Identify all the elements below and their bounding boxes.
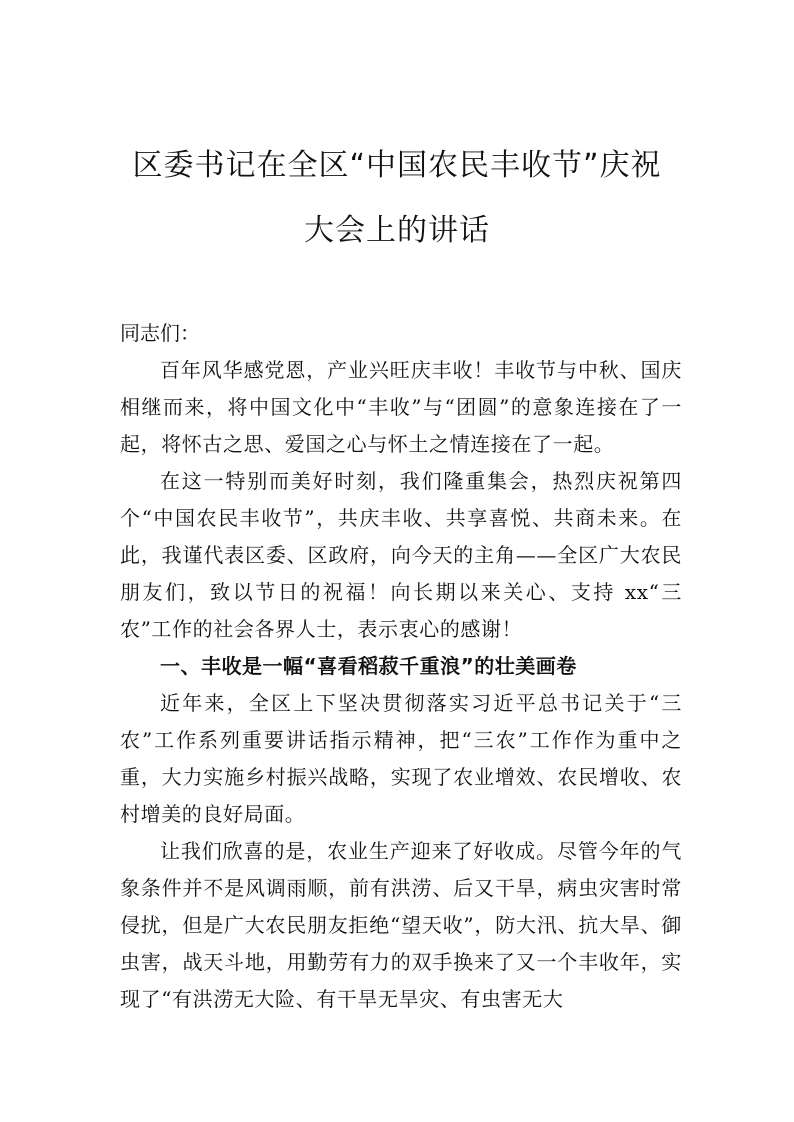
paragraph-2: 在这一特别而美好时刻，我们隆重集会，热烈庆祝第四 个“中国农民丰收节”，共庆丰收、共享喜悦、共商未来。在此，我谨代表区委、区政府，向今天的主角——全区广大农民朋友们，致以节日的祝福！向长期以来关心、支持 xx“三农”工作的社会各界人士，表示衷心的感谢！ — [120, 469, 682, 641]
paragraph-1: 百年风华感党恩，产业兴旺庆丰收！丰收节与中秋、国庆相继而来，将中国文化中“丰收”与“团圆”的意象连接在了一起，将怀古之思、爱国之心与怀土之情连接在了一起。 — [120, 358, 682, 456]
salutation: 同志们： — [120, 321, 200, 345]
document-title-line-2: 大会上的讲话 — [304, 213, 490, 248]
section-paragraph-2: 让我们欣喜的是，农业生产迎来了好收成。尽管今年的气象条件并不是风调雨顺，前有洪涝、后又干旱，病虫灾害时常侵扰，但是广大农民朋友拒绝“望天收”，防大汛、抗大旱、御虫害，战天斗地，用勤劳有力的双手换来了又一个丰收年，实现了“有洪涝无大险、有干旱无旱灾、有虫害无大 — [120, 839, 682, 1011]
section-heading: 一、丰收是一幅“喜看稻菽千重浪”的壮美画卷 — [160, 654, 577, 678]
document-body — [120, 315, 682, 1018]
document-title-line-1: 区委书记在全区“中国农民丰收节”庆祝 — [132, 148, 662, 183]
section-paragraph-1: 近年来，全区上下坚决贯彻落实习近平总书记关于“三农”工作系列重要讲话指示精神，把“三农”工作作为重中之重，大力实施乡村振兴战略，实现了农业增效、农民增收、农村增美的良好局面。 — [120, 691, 682, 826]
